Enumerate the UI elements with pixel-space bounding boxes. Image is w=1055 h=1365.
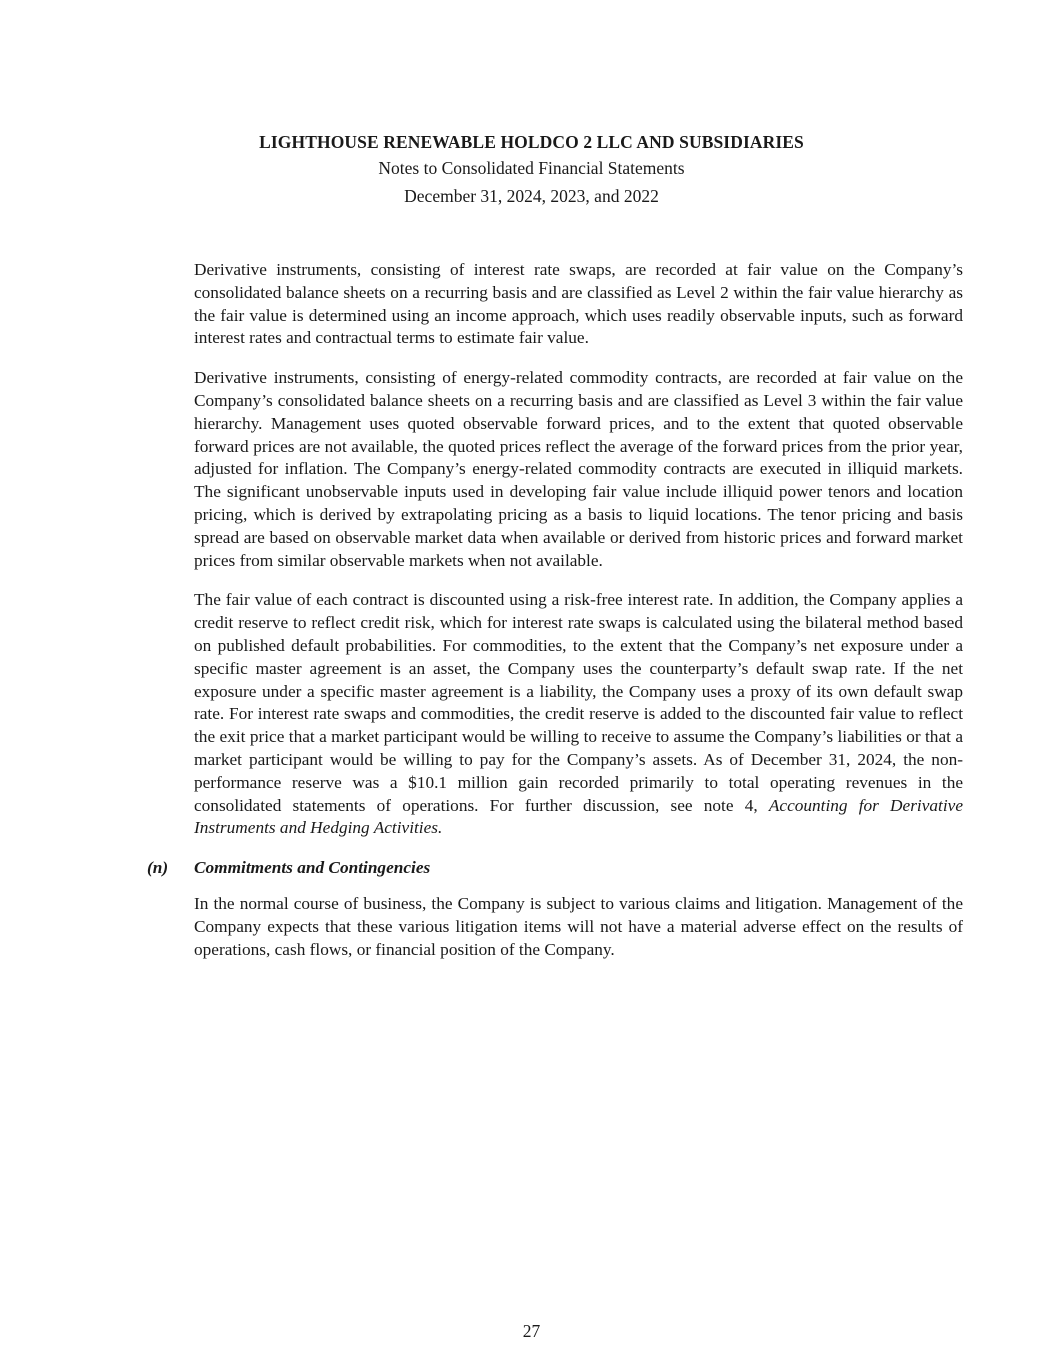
- statement-dates: December 31, 2024, 2023, and 2022: [404, 186, 659, 206]
- section-marker: (n): [147, 858, 169, 878]
- note-reference: Accounting for Derivative Instruments and Hedging Activities.: [194, 795, 963, 838]
- section-title: Commitments and Contingencies: [194, 858, 431, 878]
- paragraph-commitments: In the normal course of business, the Company is subject to various claims and litigation. Management of the Company expects that these various litigation items will not have a material adverse effect on the results of operations, cash flows, or financial position of the Company.: [194, 893, 963, 959]
- page-header: [0, 130, 1055, 210]
- page-number: 27: [522, 1321, 541, 1341]
- paragraph-credit-reserve: [194, 589, 963, 840]
- paragraph-interest-rate-swaps: Derivative instruments, consisting of interest rate swaps, are recorded at fair value on the Company’s consolidated balance sheets on a recurring basis and are classified as Level 2 within the fair value hierarchy as the fair value is determined using an income approach, which uses readily observable inputs, such as forward interest rates and contractual terms to estimate fair value.: [194, 260, 963, 348]
- document-subtitle: Notes to Consolidated Financial Statements: [378, 158, 685, 178]
- paragraph-credit-reserve-text: The fair value of each contract is discounted using a risk-free interest rate. In addition, the Company applies a credit reserve to reflect credit risk, which for interest rate swaps is calculated using the bilateral method based on published default probabilities. For commodities, to the extent that the Company’s net exposure under a specific master agreement is an asset, the Company uses the counterparty’s default swap rate. If the net exposure under a specific master agreement is a liability, the Company uses a proxy of its own default swap rate. For interest rate swaps and commodities, the credit reserve is added to the discounted fair value to reflect the exit price that a market participant would be willing to receive to assume the Company’s liabilities or that a market participant would be willing to pay for the Company’s assets. As of December 31, 2024, the non-performance reserve was a $10.1 million gain recorded primarily to total operating revenues in the consolidated statements of operations. For further discussion, see note 4,: [194, 590, 963, 815]
- paragraph-commodity-contracts: Derivative instruments, consisting of energy-related commodity contracts, are recorded at fair value on the Company’s consolidated balance sheets on a recurring basis and are classified as Level 3 within the fair value hierarchy. Management uses quoted observable forward prices, and to the extent that quoted observable forward prices are not available, the quoted prices reflect the average of the forward prices from the prior year, adjusted for inflation. The Company’s energy-related commodity contracts are executed in illiquid markets. The significant unobservable inputs used in developing fair value include illiquid power tenors and location pricing, which is derived by extrapolating pricing as a basis to liquid locations. The tenor pricing and basis spread are based on observable market data when available or derived from historic prices and forward market prices from similar observable markets when not available.: [194, 368, 963, 570]
- company-name: LIGHTHOUSE RENEWABLE HOLDCO 2 LLC AND SUBSIDIARIES: [259, 132, 804, 152]
- notes-body: [147, 259, 963, 978]
- section-heading-commitments: [147, 857, 963, 880]
